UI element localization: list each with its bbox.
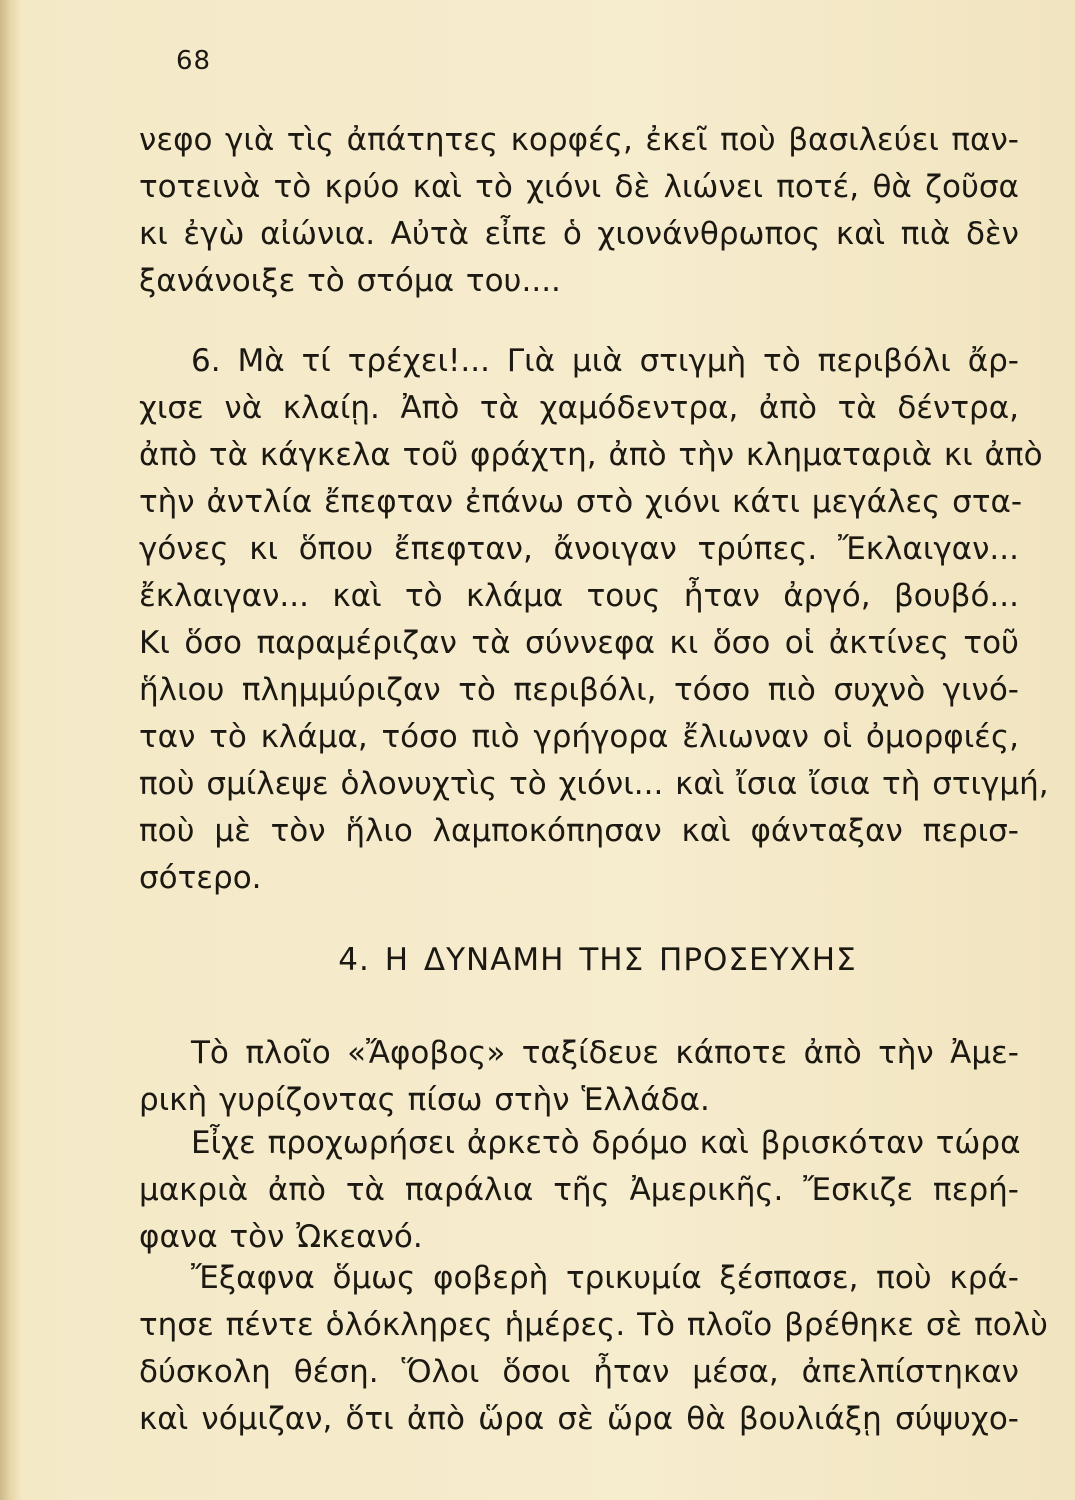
section-heading: 4. Η ΔΥΝΑΜΗ ΤΗΣ ΠΡΟΣΕΥΧΗΣ — [338, 942, 857, 978]
text-line: ρικὴ γυρίζοντας πίσω στὴν Ἑλλάδα. — [139, 1082, 710, 1118]
text-line: γόνες κι ὅπου ἔπεφταν, ἄνοιγαν τρύπες. Ἔκλαιγαν... — [139, 531, 1019, 567]
text-line: ξανάνοιξε τὸ στόμα του.... — [139, 263, 561, 299]
section-paragraph-3 — [139, 1255, 1048, 1443]
page-number: 68 — [176, 46, 212, 76]
text-line: ποὺ σμίλεψε ὁλονυχτὶς τὸ χιόνι... καὶ ἴσια ἴσια τὴ στιγμή, — [139, 766, 1049, 802]
text-line: ταν τὸ κλάμα, τόσο πιὸ γρήγορα ἔλιωναν οἱ ὀμορφιές, — [139, 719, 1019, 755]
text-line: καὶ νόμιζαν, ὅτι ἀπὸ ὥρα σὲ ὥρα θὰ βουλιάξῃ σύψυχο- — [139, 1401, 1019, 1437]
text-line: κι ἐγὼ αἰώνια. Αὐτὰ εἶπε ὁ χιονάνθρωπος καὶ πιὰ δὲν — [139, 216, 1019, 252]
text-line: φανα τὸν Ὠκεανό. — [139, 1219, 423, 1255]
text-line: τησε πέντε ὁλόκληρες ἡμέρες. Τὸ πλοῖο βρέθηκε σὲ πολὺ — [139, 1307, 1048, 1343]
text-line: ἥλιου πλημμύριζαν τὸ περιβόλι, τόσο πιὸ συχνὸ γινό- — [139, 672, 1019, 708]
paragraph-6 — [139, 338, 1049, 902]
text-line: Ἔξαφνα ὅμως φοβερὴ τρικυμία ξέσπασε, ποὺ κρά- — [191, 1260, 1019, 1296]
text-line: 6. Μὰ τί τρέχει!... Γιὰ μιὰ στιγμὴ τὸ περιβόλι ἄρ- — [191, 343, 1019, 379]
text-line: Εἶχε προχωρήσει ἀρκετὸ δρόμο καὶ βρισκόταν τώρα — [191, 1125, 1021, 1161]
text-line: Τὸ πλοῖο «Ἄφοβος» ταξίδευε κάποτε ἀπὸ τὴν Ἀμε- — [191, 1035, 1019, 1071]
section-paragraph-1 — [139, 1030, 1019, 1124]
text-line: νεφο γιὰ τὶς ἀπάτητες κορφές, ἐκεῖ ποὺ βασιλεύει παν- — [139, 122, 1019, 158]
text-line: τὴν ἀντλία ἔπεφταν ἐπάνω στὸ χιόνι κάτι μεγάλες στα- — [139, 484, 1023, 520]
text-line: ποὺ μὲ τὸν ἥλιο λαμποκόπησαν καὶ φάνταξαν περισ- — [139, 813, 1019, 849]
text-line: ἀπὸ τὰ κάγκελα τοῦ φράχτη, ἀπὸ τὴν κληματαριὰ κι ἀπὸ — [139, 437, 1043, 473]
text-line: χισε νὰ κλαίῃ. Ἀπὸ τὰ χαμόδεντρα, ἀπὸ τὰ δέντρα, — [139, 390, 1019, 426]
text-line: τοτεινὰ τὸ κρύο καὶ τὸ χιόνι δὲ λιώνει ποτέ, θὰ ζοῦσα — [139, 169, 1019, 205]
section-paragraph-2 — [139, 1120, 1019, 1261]
text-line: σότερο. — [139, 860, 262, 896]
text-line: ἔκλαιγαν... καὶ τὸ κλάμα τους ἦταν ἀργό, βουβό... — [139, 578, 1019, 614]
text-line: μακριὰ ἀπὸ τὰ παράλια τῆς Ἀμερικῆς. Ἔσκιζε περή- — [139, 1172, 1019, 1208]
text-line: δύσκολη θέση. Ὅλοι ὅσοι ἦταν μέσα, ἀπελπίστηκαν — [139, 1354, 1019, 1390]
paragraph-continuation — [139, 117, 1019, 305]
text-line: Κι ὅσο παραμέριζαν τὰ σύννεφα κι ὅσο οἱ ἀκτίνες τοῦ — [139, 625, 1019, 661]
